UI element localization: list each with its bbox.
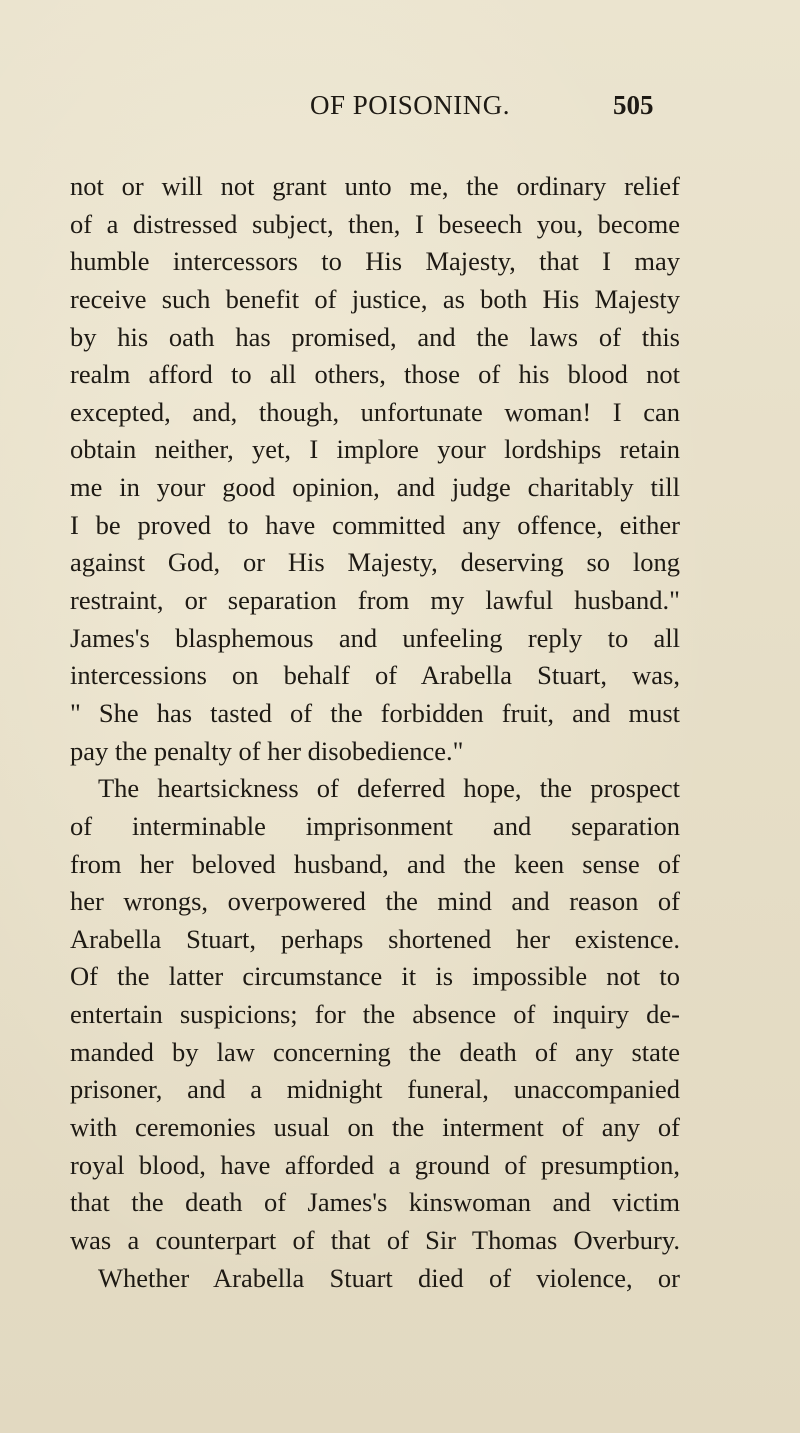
text-line: royal blood, have afforded a ground of presumption,: [70, 1149, 680, 1180]
running-title: OF POISONING.: [310, 90, 511, 120]
text-line: not or will not grant unto me, the ordinary relief: [70, 171, 680, 201]
text-line: excepted, and, though, unfortunate woman! I can: [70, 396, 680, 427]
text-line: The heartsickness of deferred hope, the prospect: [98, 773, 680, 804]
text-line: manded by law concerning the death of any state: [70, 1036, 680, 1067]
text-line: I be proved to have committed any offence, either: [70, 509, 680, 540]
text-line: of a distressed subject, then, I beseech you, become: [70, 208, 680, 239]
text-line: obtain neither, yet, I implore your lordships retain: [70, 434, 680, 465]
text-line: was a counterpart of that of Sir Thomas Overbury.: [70, 1224, 680, 1255]
text-line: realm afford to all others, those of his blood not: [70, 359, 680, 390]
text-line: prisoner, and a midnight funeral, unaccompanied: [70, 1074, 680, 1105]
body-text: [70, 168, 680, 1297]
text-line: by his oath has promised, and the laws of this: [70, 321, 680, 352]
text-line: pay the penalty of her disobedience.": [70, 735, 464, 766]
text-line: humble intercessors to His Majesty, that I may: [70, 246, 680, 277]
text-line: intercessions on behalf of Arabella Stuart, was,: [70, 660, 680, 691]
text-line: entertain suspicions; for the absence of inquiry de-: [70, 999, 680, 1030]
text-line: Of the latter circumstance it is impossible not to: [70, 961, 680, 992]
text-line: restraint, or separation from my lawful husband.": [70, 585, 680, 616]
text-line: from her beloved husband, and the keen sense of: [70, 848, 680, 879]
text-line: Arabella Stuart, perhaps shortened her existence.: [70, 923, 680, 954]
text-line: receive such benefit of justice, as both His Majesty: [70, 283, 680, 314]
text-line: against God, or His Majesty, deserving so long: [70, 547, 680, 578]
text-line: her wrongs, overpowered the mind and reason of: [70, 886, 680, 917]
text-line: James's blasphemous and unfeeling reply to all: [70, 622, 680, 653]
text-line: with ceremonies usual on the interment of any of: [70, 1112, 680, 1143]
text-line: Whether Arabella Stuart died of violence, or: [98, 1262, 680, 1293]
running-head: [0, 90, 800, 130]
text-line: that the death of James's kinswoman and victim: [70, 1187, 680, 1218]
text-line: me in your good opinion, and judge charitably till: [70, 472, 680, 503]
text-line: " She has tasted of the forbidden fruit, and must: [70, 697, 680, 728]
text-line: of interminable imprisonment and separation: [70, 810, 680, 841]
page-number: 505: [613, 90, 654, 120]
